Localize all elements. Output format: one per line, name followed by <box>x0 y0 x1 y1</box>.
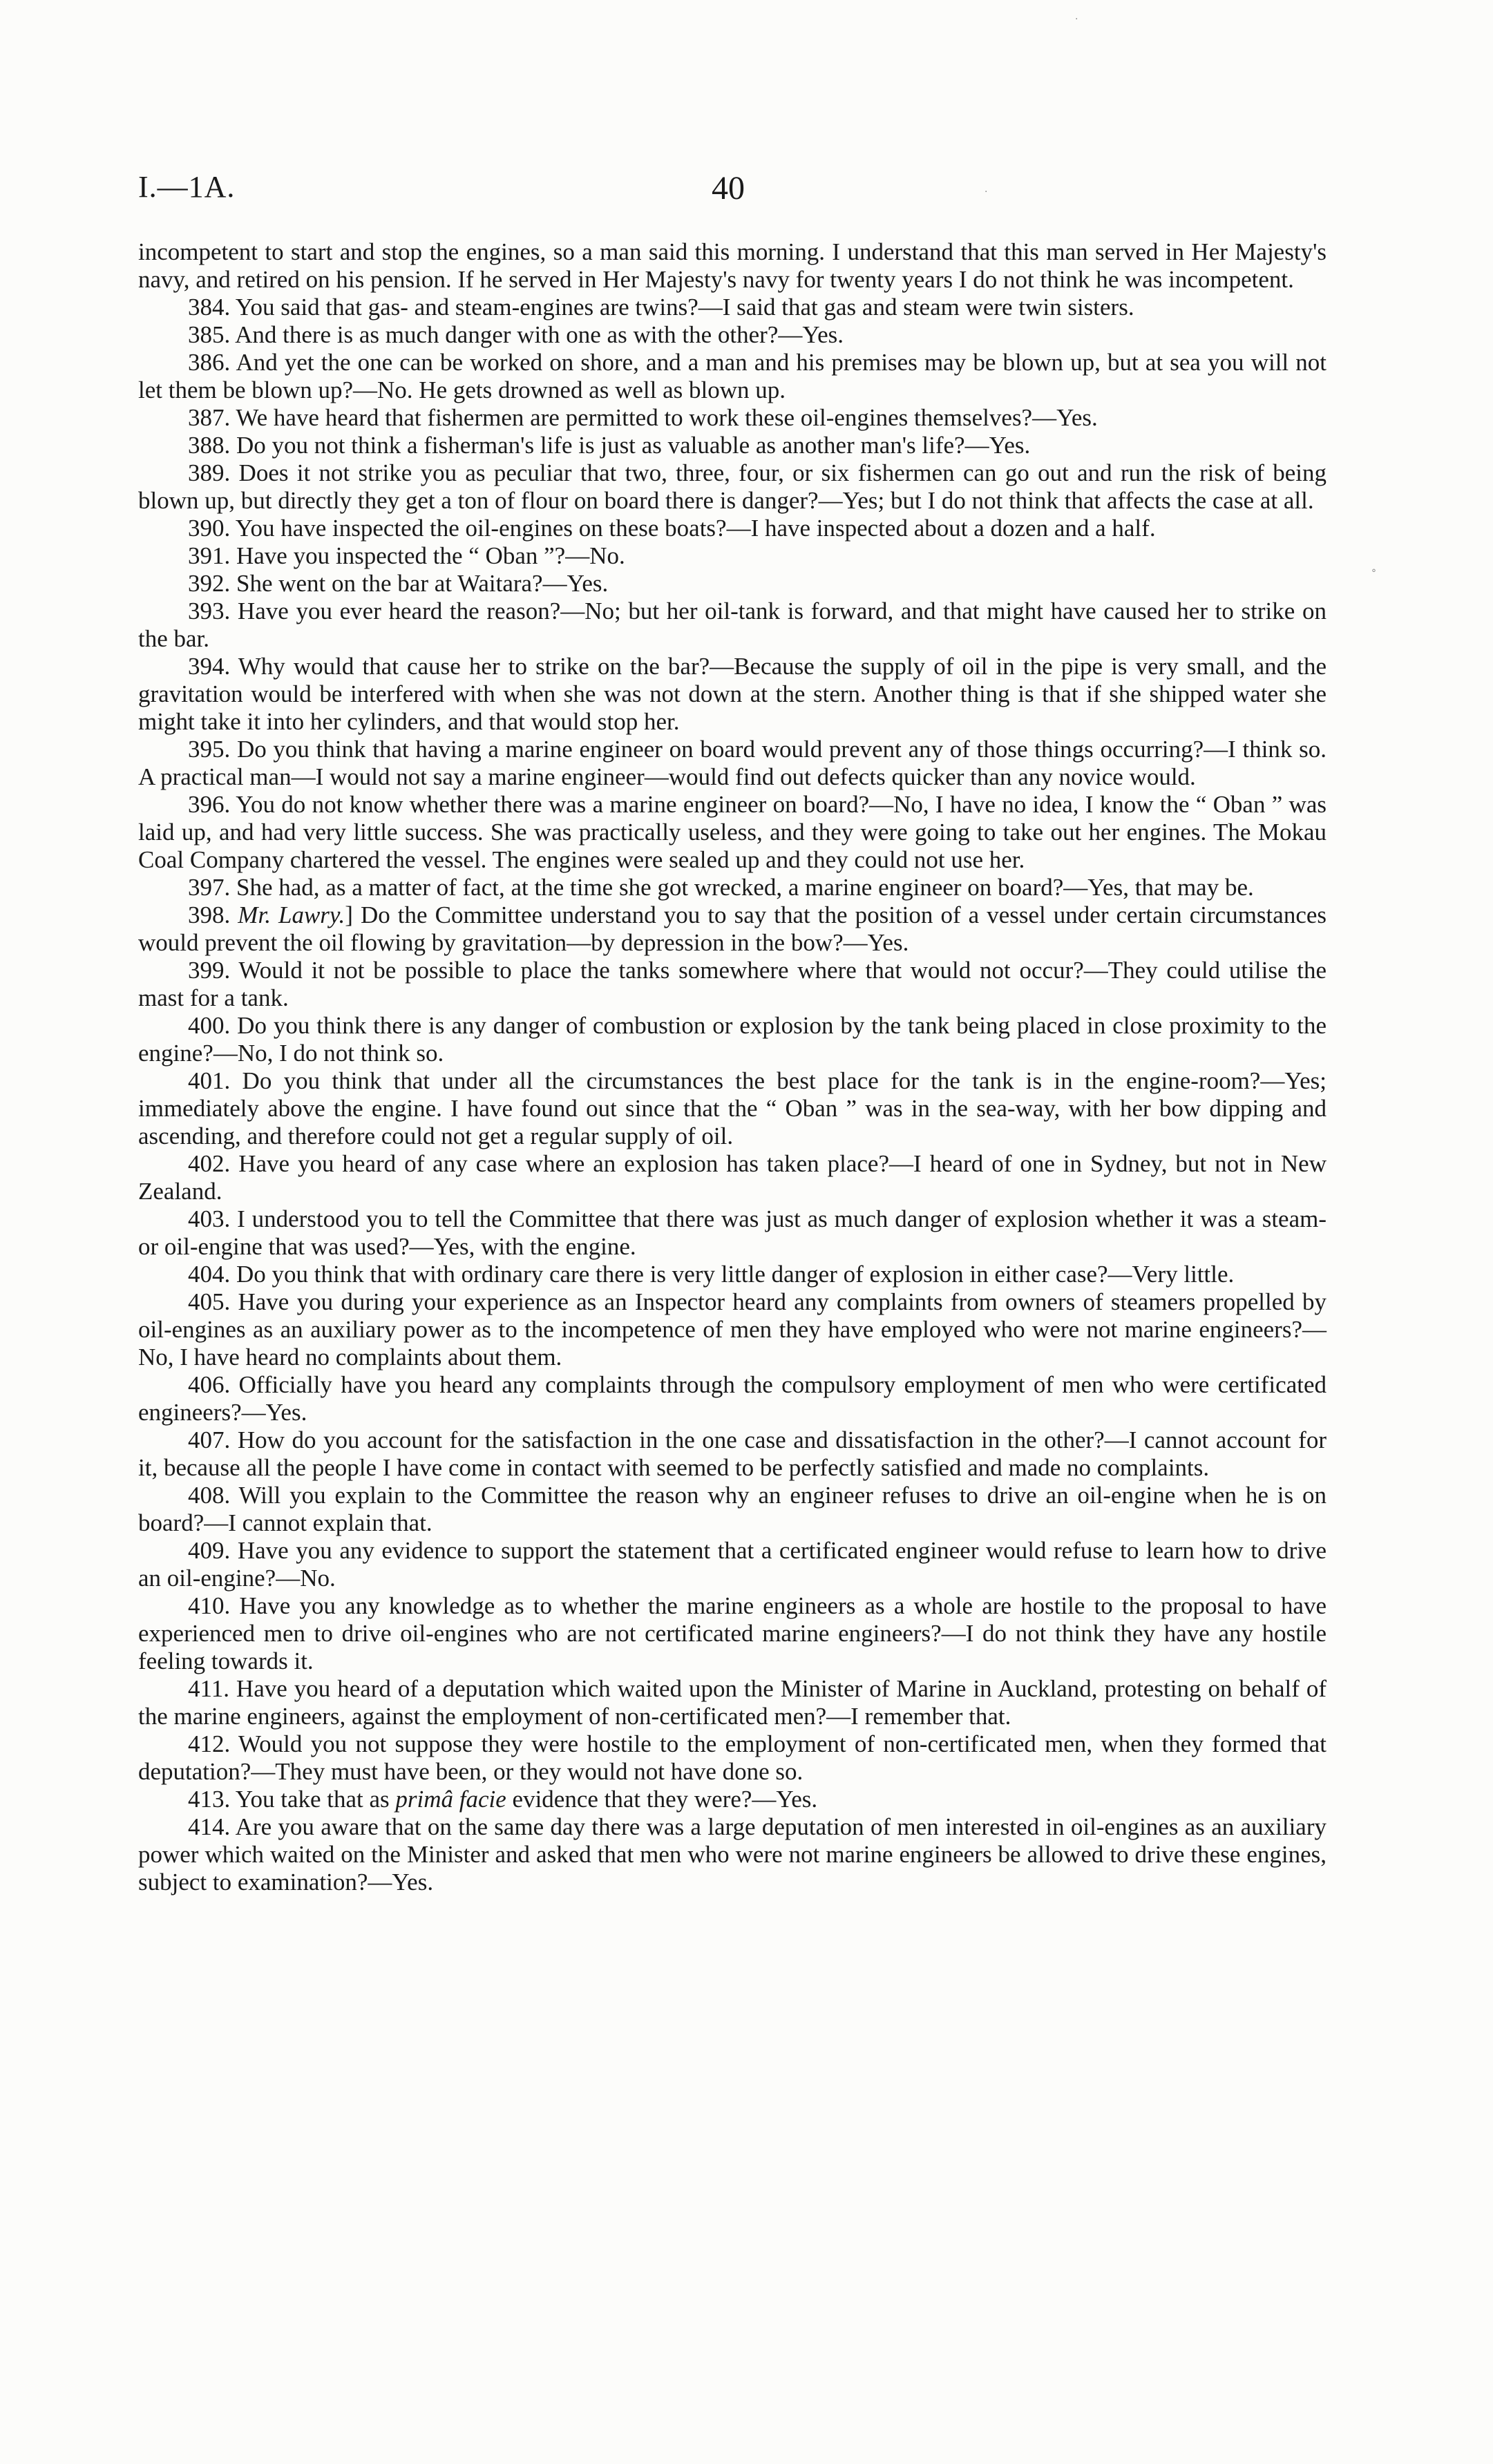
minutes-of-evidence <box>138 238 1326 1896</box>
question-408: 408. Will you explain to the Committee the reason why an engineer refuses to drive an oil-engine when he is on board?—I cannot explain that. <box>138 1482 1326 1536</box>
question-386: 386. And yet the one can be worked on shore, and a man and his premises may be blown up, but at sea you will not let them be blown up?—No. He gets drowned as well as blown up. <box>138 349 1326 403</box>
question-399: 399. Would it not be possible to place the tanks somewhere where that would not occur?—They could utilise the mast for a tank. <box>138 957 1326 1011</box>
question-405: 405. Have you during your experience as an Inspector heard any complaints from owners of steamers propelled by oil-engines as an auxiliary power as to the incompetence of men they have employed who were not marine engineers?—No, I have heard no complaints about them. <box>138 1288 1326 1371</box>
question-385: 385. And there is as much danger with one as with the other?—Yes. <box>188 321 844 348</box>
scan-speck: ° <box>1371 568 1376 579</box>
question-388: 388. Do you not think a fisherman's life is just as valuable as another man's life?—Yes. <box>188 432 1031 459</box>
question-389: 389. Does it not strike you as peculiar that two, three, four, or six fishermen can go out and run the risk of being blown up, but directly they get a ton of flour on board there is danger?—Yes; but I do not think that affects the case at all. <box>138 459 1326 514</box>
question-395: 395. Do you think that having a marine engineer on board would prevent any of those things occurring?—I think so. A practical man—I would not say a marine engineer—would find out defects quicker than any novice would. <box>138 736 1326 790</box>
question-402: 402. Have you heard of any case where an explosion has taken place?—I heard of one in Sydney, but not in New Zealand. <box>138 1150 1326 1205</box>
question-391: 391. Have you inspected the “ Oban ”?—No. <box>188 542 625 569</box>
question-404: 404. Do you think that with ordinary care there is very little danger of explosion in either case?—Very little. <box>188 1261 1235 1288</box>
question-398 <box>138 901 1326 957</box>
question-401: 401. Do you think that under all the circumstances the best place for the tank is in the engine-room?—Yes; immediately above the engine. I have found out since that the “ Oban ” was in the sea-way, with her bow dipping and ascending, and therefore could not get a regular supply of oil. <box>138 1067 1326 1149</box>
question-397: 397. She had, as a matter of fact, at the time she got wrecked, a marine engineer on board?—Yes, that may be. <box>188 874 1254 901</box>
question-410: 410. Have you any knowledge as to whether the marine engineers as a whole are hostile to the proposal to have experienced men to drive oil-engines who are not certificated marine engineers?—I do not think they have any hostile feeling towards it. <box>138 1592 1326 1674</box>
question-411: 411. Have you heard of a deputation which waited upon the Minister of Marine in Auckland, protesting on behalf of the marine engineers, against the employment of non-certificated men?—I remember that. <box>138 1675 1326 1730</box>
question-text: ] Do the Committee understand you to say that the position of a vessel under certain circumstances would prevent the oil flowing by gravitation—by depression in the bow?—Yes. <box>138 901 1327 956</box>
italic-phrase: primâ facie <box>395 1786 506 1813</box>
question-387: 387. We have heard that fishermen are permitted to work these oil-engines themselves?—Yes. <box>188 404 1098 431</box>
document-reference: I.—1A. <box>138 170 236 204</box>
scan-speck: · <box>1075 14 1078 25</box>
question-384: 384. You said that gas- and steam-engines are twins?—I said that gas and steam were twin sisters. <box>188 294 1134 321</box>
scan-speck: · <box>985 187 988 198</box>
question-396: 396. You do not know whether there was a marine engineer on board?—No, I have no idea, I know the “ Oban ” was laid up, and had very little success. She was practically useless, and they were going to take out her engines. The Mokau Coal Company chartered the vessel. The engines were sealed up and they could not use her. <box>138 791 1326 873</box>
question-412: 412. Would you not suppose they were hostile to the employment of non-certificated men, when they formed that deputation?—They must have been, or they would not have done so. <box>138 1730 1326 1785</box>
question-403: 403. I understood you to tell the Committee that there was just as much danger of explosion whether it was a steam- or oil-engine that was used?—Yes, with the engine. <box>138 1205 1326 1260</box>
question-406: 406. Officially have you heard any complaints through the compulsory employment of men who were certificated engineers?—Yes. <box>138 1371 1326 1426</box>
question-text: evidence that they were?—Yes. <box>506 1786 818 1813</box>
page-header <box>138 169 1327 211</box>
question-414: 414. Are you aware that on the same day there was a large deputation of men interested in oil-engines as an auxiliary power which waited on the Minister and asked that men who were not marine engineers be allowed to drive these engines, subject to examination?—Yes. <box>138 1813 1326 1895</box>
question-393: 393. Have you ever heard the reason?—No; but her oil-tank is forward, and that might have caused her to strike on the bar. <box>138 598 1326 652</box>
question-400: 400. Do you think there is any danger of combustion or explosion by the tank being placed in close proximity to the engine?—No, I do not think so. <box>138 1012 1326 1067</box>
question-number: 413. <box>188 1786 231 1813</box>
paragraph-continuation: incompetent to start and stop the engines, so a man said this morning. I understand that this man served in Her Majesty's navy, and retired on his pension. If he served in Her Majesty's navy for twenty years I do not think he was incompetent. <box>138 238 1326 293</box>
question-390: 390. You have inspected the oil-engines on these boats?—I have inspected about a dozen and a half. <box>188 515 1156 542</box>
question-413 <box>138 1786 1326 1813</box>
question-number: 398. <box>188 901 231 928</box>
question-409: 409. Have you any evidence to support the statement that a certificated engineer would refuse to learn how to drive an oil-engine?—No. <box>138 1537 1326 1592</box>
question-text: You take that as <box>230 1786 396 1813</box>
question-394: 394. Why would that cause her to strike on the bar?—Because the supply of oil in the pipe is very small, and the gravitation would be interfered with when she was not down at the stern. Another thing is that if she shipped water she might take it into her cylinders, and that would stop her. <box>138 653 1326 735</box>
speaker-name: Mr. Lawry. <box>238 901 345 928</box>
page-number: 40 <box>712 170 745 207</box>
question-407: 407. How do you account for the satisfaction in the one case and dissatisfaction in the other?—I cannot account for it, because all the people I have come in contact with seemed to be perfectly satisfied and made no complaints. <box>138 1426 1326 1481</box>
question-392: 392. She went on the bar at Waitara?—Yes. <box>188 570 609 597</box>
